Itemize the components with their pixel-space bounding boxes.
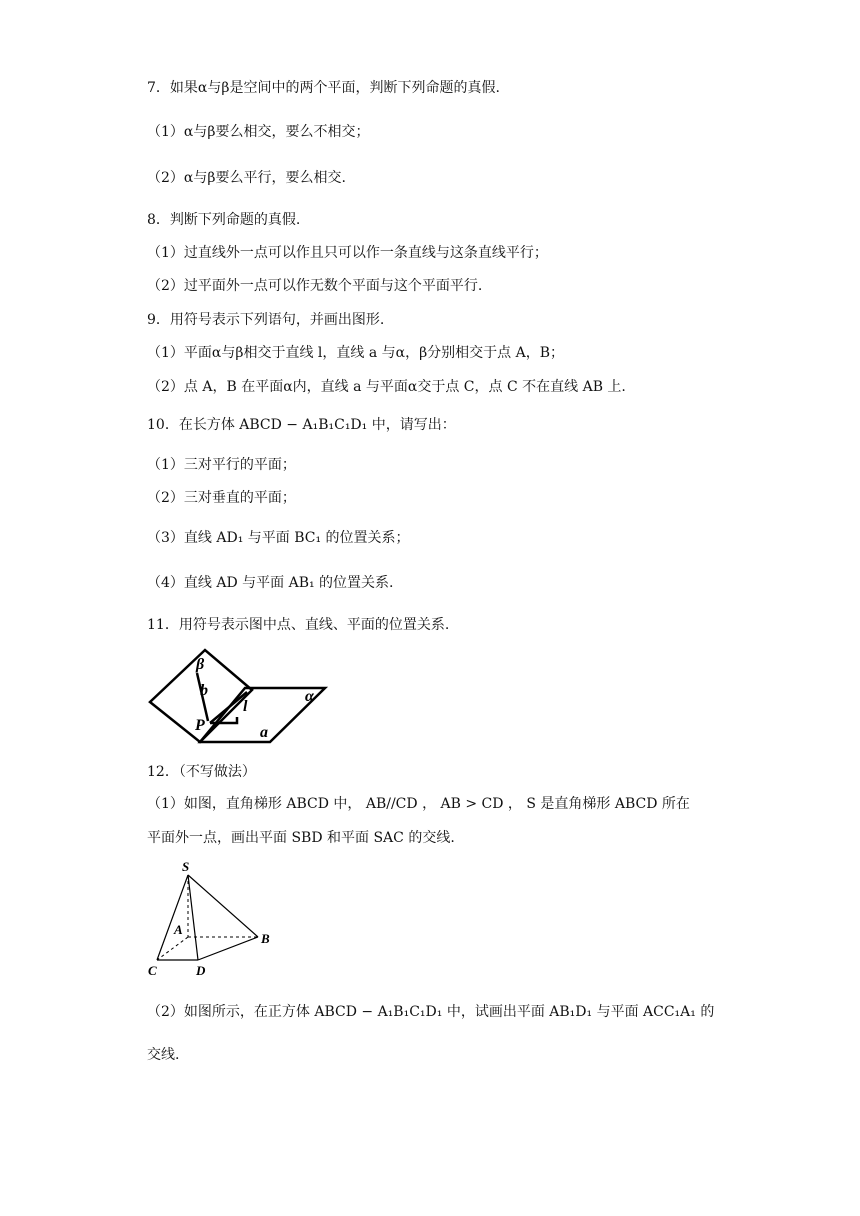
q9-part1: （1）平面α与β相交于直线 l，直线 a 与α，β分别相交于点 A，B； (147, 345, 565, 361)
label-beta: β (196, 656, 205, 673)
label-S: S (182, 859, 190, 874)
edge-SB (188, 875, 258, 937)
q11-stem: 11．用符号表示图中点、直线、平面的位置关系. (147, 617, 450, 633)
q12-part2-line2: 交线. (147, 1047, 180, 1063)
label-alpha: α (305, 688, 314, 705)
q10-part4: （4）直线 AD 与平面 AB₁ 的位置关系. (147, 575, 394, 591)
label-P: P (195, 717, 205, 734)
q10-part3: （3）直线 AD₁ 与平面 BC₁ 的位置关系； (147, 530, 410, 546)
q9-stem: 9．用符号表示下列语句，并画出图形. (147, 312, 385, 328)
q12-pyramid-figure (140, 858, 285, 983)
q8-part2: （2）过平面外一点可以作无数个平面与这个平面平行. (147, 278, 483, 294)
q12-part1-line2: 平面外一点，画出平面 SBD 和平面 SAC 的交线. (147, 830, 455, 846)
edge-DB (198, 937, 258, 960)
label-A: A (174, 922, 183, 937)
label-D: D (196, 963, 206, 978)
q12-stem: 12．（不写做法） (147, 764, 256, 780)
q8-stem: 8．判断下列命题的真假. (147, 212, 301, 228)
q10-part2: （2）三对垂直的平面； (147, 490, 296, 506)
q7-part1: （1）α与β要么相交，要么不相交； (147, 124, 370, 140)
q10-part1: （1）三对平行的平面； (147, 457, 296, 473)
edge-SD (188, 875, 198, 960)
label-l: l (243, 698, 248, 715)
q7-stem: 7．如果α与β是空间中的两个平面，判断下列命题的真假. (147, 80, 500, 96)
q7-part2: （2）α与β要么平行，要么相交. (147, 170, 346, 186)
q11-figure (145, 645, 335, 750)
q10-stem: 10．在长方体 ABCD − A₁B₁C₁D₁ 中，请写出： (147, 417, 456, 433)
q12-part1-line1: （1）如图，直角梯形 ABCD 中， AB//CD ， AB > CD ， S 是直角梯形 ABCD 所在 (147, 796, 690, 812)
q12-part2-line1: （2）如图所示，在正方体 ABCD − A₁B₁C₁D₁ 中，试画出平面 AB₁D₁ 与平面 ACC₁A₁ 的 (147, 1004, 715, 1020)
label-C: C (148, 963, 157, 978)
edge-SC (157, 875, 188, 960)
q8-part1: （1）过直线外一点可以作且只可以作一条直线与这条直线平行； (147, 245, 548, 261)
line-l (210, 692, 247, 723)
q9-part2: （2）点 A，B 在平面α内，直线 a 与平面α交于点 C，点 C 不在直线 AB 上. (147, 379, 626, 395)
label-B: B (261, 931, 270, 946)
label-a: a (260, 724, 268, 741)
label-b: b (200, 682, 208, 699)
